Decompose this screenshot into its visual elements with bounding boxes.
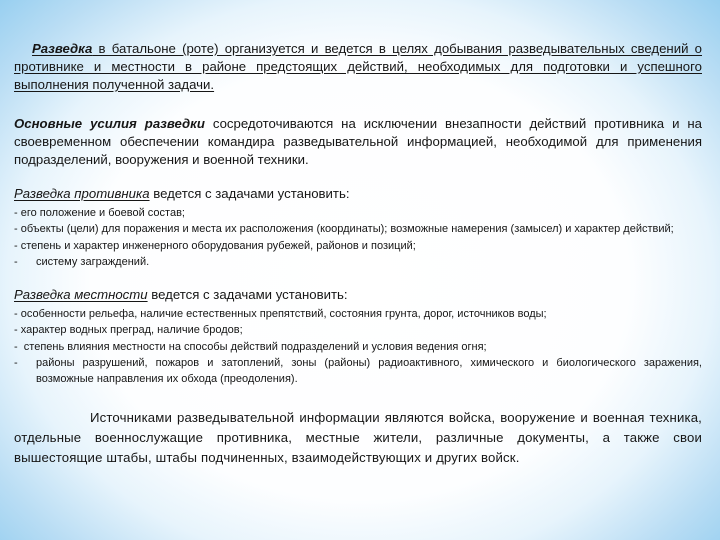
- list-item-text: степень и характер инженерного оборудования рубежей, районов и позиций;: [20, 239, 416, 252]
- list-dash: -: [14, 207, 21, 219]
- list-item-text: характер водных преград, наличие бродов;: [20, 324, 243, 337]
- list-item-text: объекты (цели) для поражения и места их расположения (координаты); возможные намерения (замысел) и характер действий;: [20, 223, 674, 236]
- terrain-recon-list: [14, 306, 702, 387]
- list-item: [14, 355, 702, 388]
- intro-term: Разведка: [32, 41, 93, 56]
- list-dash: -: [14, 239, 21, 252]
- list-item: [14, 306, 702, 322]
- list-item: [14, 205, 702, 221]
- list-item-text: районы разрушений, пожаров и затоплений, зоны (районы) радиоактивного, химического и биологического заражения, возможные направления их обхода (преодоления).: [36, 357, 702, 386]
- efforts-text: сосредоточиваются на исключении внезапности действий противника и на своевременном обеспечении командира разведывательной информацией, необходимой для применения подразделений, вооружения и военной техники.: [14, 116, 702, 167]
- list-item-text: особенности рельефа, наличие естественных препятствий, состояния грунта, дорог, источников воды;: [20, 308, 547, 321]
- list-dash: -: [14, 324, 21, 337]
- enemy-recon-heading: [14, 185, 702, 203]
- list-dash: -: [14, 340, 24, 353]
- list-item-text: степень влияния местности на способы действий подразделений и условия ведения огня;: [23, 340, 487, 353]
- enemy-recon-heading-text: ведется с задачами установить:: [149, 186, 350, 201]
- list-item-text: систему заграждений.: [36, 255, 150, 268]
- list-item: [14, 339, 702, 355]
- enemy-recon-list: [14, 205, 702, 270]
- terrain-recon-heading: [14, 286, 702, 304]
- list-dash: -: [14, 357, 36, 370]
- terrain-recon-heading-text: ведется с задачами установить:: [147, 287, 348, 303]
- list-item: [14, 322, 702, 338]
- enemy-recon-term: Разведка противника: [14, 186, 150, 201]
- efforts-term: Основные усилия разведки: [14, 116, 205, 131]
- list-item-text: его положение и боевой состав;: [20, 207, 185, 219]
- list-item: [14, 221, 702, 237]
- intro-paragraph: [14, 40, 702, 94]
- list-item: [14, 254, 702, 270]
- efforts-paragraph: [14, 115, 702, 169]
- intro-text: в батальоне (роте) организуется и ведется в целях добывания разведывательных сведений о противнике и местности в районе предстоящих действий, необходимых для подготовки и успешного выполнения полученной задачи.: [14, 41, 702, 92]
- list-item: [14, 238, 702, 254]
- sources-paragraph: Источниками разведывательной информации являются войска, вооружение и военная техника, отдельные военнослужащие противника, местные жители, различные документы, а также свои вышестоящие штабы, штабы подчиненных, взаимодействующих и других войск.: [14, 409, 702, 465]
- list-dash: -: [14, 223, 21, 236]
- slide-content: [14, 40, 702, 468]
- terrain-recon-term: Разведка местности: [14, 287, 148, 303]
- list-dash: -: [14, 308, 21, 321]
- list-dash: -: [14, 255, 36, 268]
